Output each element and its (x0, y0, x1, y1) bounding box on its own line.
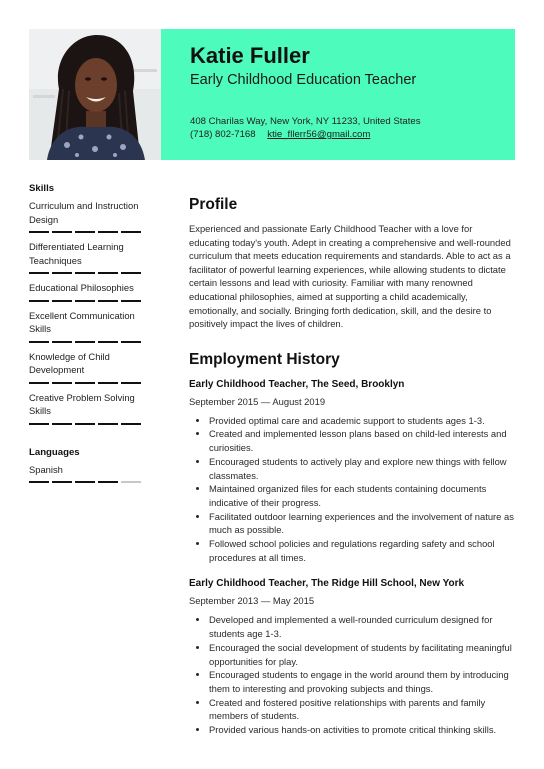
rating-segment (75, 481, 95, 483)
job-bullets (189, 414, 515, 565)
skill-name: Educational Philosophies (29, 282, 134, 293)
skill-item (29, 350, 147, 384)
job-bullet: • Maintained organized files for each students containing documents indicative of their progress. (209, 482, 515, 509)
rating-segment (121, 341, 141, 343)
rating-segment (29, 231, 49, 233)
skill-name: Differentiated Learning Teachniques (29, 241, 124, 266)
skill-rating-bar (29, 423, 147, 425)
header-banner (161, 29, 515, 160)
employment-list (189, 379, 515, 737)
rating-segment (29, 382, 49, 384)
skill-rating-bar (29, 341, 147, 343)
skill-rating-bar (29, 231, 147, 233)
job-entry-title: Early Childhood Teacher, The Ridge Hill School, New York (189, 578, 465, 590)
skill-name: Creative Problem Solving Skills (29, 391, 135, 416)
skill-name: Curriculum and Instruction Design (29, 200, 139, 225)
rating-segment (52, 382, 72, 384)
job-dates: September 2013 — May 2015 (189, 595, 315, 607)
rating-segment (121, 382, 141, 384)
skill-rating-bar (29, 481, 147, 483)
languages-heading: Languages (29, 446, 80, 458)
job-bullet: • Encouraged students to engage in the world around them by introducing them to interesting and provoking subjects and things. (209, 668, 515, 695)
skills-heading: Skills (29, 183, 55, 194)
job-entry (189, 578, 515, 736)
rating-segment (98, 272, 118, 274)
job-bullet: • Created and implemented lesson plans based on child-led interests and curiosities. (209, 427, 515, 454)
skill-name: Knowledge of Child Development (29, 350, 110, 375)
rating-segment (98, 382, 118, 384)
candidate-name: Katie Fuller (190, 43, 310, 68)
job-entry (189, 379, 515, 565)
rating-segment (75, 272, 95, 274)
skill-name: Spanish (29, 463, 63, 475)
profile-heading: Profile (189, 196, 238, 213)
job-bullet: • Developed and implemented a well-rounded curriculum designed for students age 1-3. (209, 613, 515, 640)
rating-segment (98, 423, 118, 425)
rating-segment (75, 341, 95, 343)
rating-segment (121, 231, 141, 233)
rating-segment (52, 231, 72, 233)
sidebar (29, 183, 147, 490)
main-content (189, 196, 515, 737)
rating-segment (98, 300, 118, 302)
job-bullet: • Followed school policies and regulations regarding safety and school procedures at all times. (209, 537, 515, 564)
portrait-image (29, 29, 161, 160)
skill-rating-bar (29, 382, 147, 384)
rating-segment (121, 481, 141, 483)
job-bullet: • Encouraged students to actively play and explore new things with fellow classmates. (209, 455, 515, 482)
address: 408 Charilas Way, New York, NY 11233, United States (190, 116, 421, 127)
job-entry-title: Early Childhood Teacher, The Seed, Brooklyn (189, 378, 405, 390)
rating-segment (121, 300, 141, 302)
job-bullet: • Created and fostered positive relationships with parents and family members of students. (209, 696, 515, 723)
profile-photo (29, 29, 161, 160)
rating-segment (52, 272, 72, 274)
rating-segment (98, 481, 118, 483)
skill-rating-bar (29, 300, 147, 302)
rating-segment (29, 341, 49, 343)
profile-summary: Experienced and passionate Early Childhood Teacher with a love for educating today's youth. Adept in creating a comprehensive and well-rounded curriculum that meets education requirements and standards. Able to act as a facilitator of powerful learning experiences, while allowing students to dictate certain lessons and lead with curiosity. Familiar with many renowned educational philosophies, aimed at supporting a child academically, emotionally, and socially. Bringing forth dedication, skill, and the desire to positively impact the lives of children. (189, 223, 511, 330)
job-bullet: • Facilitated outdoor learning experiences and the involvement of nature as much as possible. (209, 510, 515, 537)
skill-item (29, 199, 147, 233)
skill-name: Excellent Communication Skills (29, 309, 135, 334)
rating-segment (75, 382, 95, 384)
skills-list (29, 199, 147, 425)
rating-segment (75, 231, 95, 233)
rating-segment (98, 341, 118, 343)
job-bullet: • Provided optimal care and academic support to students ages 1-3. (209, 414, 515, 428)
job-title: Early Childhood Education Teacher (190, 72, 417, 88)
email-link[interactable]: ktie_fllerr56@gmail.com (267, 129, 371, 140)
employment-heading: Employment History (189, 350, 340, 368)
skill-item (29, 309, 147, 343)
rating-segment (52, 423, 72, 425)
job-bullets (189, 613, 515, 736)
skill-rating-bar (29, 272, 147, 274)
rating-segment (29, 423, 49, 425)
job-bullet: • Encouraged the social development of students by facilitating meaningful opportunities for play. (209, 641, 515, 668)
languages-list (29, 463, 147, 484)
job-dates: September 2015 — August 2019 (189, 395, 326, 407)
rating-segment (29, 300, 49, 302)
rating-segment (52, 300, 72, 302)
skill-item (29, 391, 147, 425)
rating-segment (29, 272, 49, 274)
rating-segment (52, 341, 72, 343)
phone-number: (718) 802-7168 (190, 129, 256, 140)
rating-segment (98, 231, 118, 233)
rating-segment (75, 300, 95, 302)
contact-line (190, 129, 370, 140)
rating-segment (52, 481, 72, 483)
skill-item (29, 463, 147, 484)
rating-segment (121, 272, 141, 274)
rating-segment (29, 481, 49, 483)
rating-segment (121, 423, 141, 425)
job-bullet: • Provided various hands-on activities to promote critical thinking skills. (209, 723, 515, 737)
skill-item (29, 281, 147, 302)
skill-item (29, 240, 147, 274)
rating-segment (75, 423, 95, 425)
